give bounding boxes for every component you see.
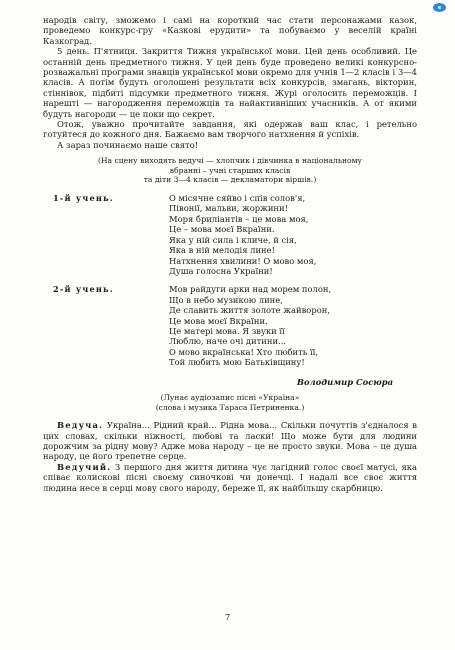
poem-line: Це – мова моєї Вкраїни. [169,224,275,235]
poem-line: Люблю, наче очі дитини... [169,336,287,347]
paragraph-intro-end: народів світу, зможемо і самі на короткий час стати персонажами казок, проведемо конкурс-гру «Казкові ерудити» та побуваємо у веселій країні Казкоград. [43,15,417,46]
poem-line: Яка в ній мелодія лине! [169,245,275,256]
poem-line: Натхнення хвилини! О мово моя, [169,255,317,266]
poem-line: Мов райдуги арки над морем полон, [169,284,332,295]
paragraph-instructions: Отож, уважно прочитайте завдання, які одержав ваш клас, і ретельно готуйтеся до кожного дня. Бажаємо вам творчого натхнення й успіхів. [43,119,417,140]
stage-direction-hosts [43,156,417,185]
poem-second-student [53,284,417,367]
paragraph-day-5: 5 день. П'ятниця. Закриття Тижня української мови. Цей день особливий. Це останній день предметного тижня. У цей день буде проведено великі конкурсно-розважальні програми знавців української мови окремо для учнів 1—2 класів і 3—4 класів. А потім будуть оголошені результати всіх конкурсів, змагань, вікторин, стіннівок, підбиті підсумки предметного тижня. Журі оголосить переможців. І нарешті — нагородження переможців та найактивніших учасників. А от якими будуть нагороди — це поки що секрет. [43,46,417,119]
poem-line: Це матері мова. Я звуки її [169,325,285,336]
poem-line: Півонії, мальви, жоржини! [169,203,288,214]
publisher-logo-icon [433,3,446,12]
poem-line: Де славить життя золоте жайворон, [169,305,330,316]
speech-text: З першого дня життя дитина чує лагідний голос своєї матусі, яка співає колискові пісні своєму синочкові чи донечці. І надалі все своє життя людина несе в серці мову свого народу, береже її, як найбільшу скарбницю. [43,461,417,493]
page-number: 7 [224,612,231,622]
paragraph-start: А зараз починаємо наше свято! [57,139,199,150]
stage-direction-song [43,393,417,412]
speaker-label: Ведуча. [57,420,104,431]
stage-direction-line: вбранні – учні старших класів [169,165,291,175]
poem-line: Моря брилiантів – це мова моя, [169,213,309,224]
poem-line: О мово вкраїнська! Хто любить її, [169,346,318,357]
stage-direction-line: (слова і музика Тараса Петриненка.) [155,402,305,412]
host-male-speech [43,462,417,493]
poem-line: Душа голосна України! [169,265,273,276]
host-female-speech [43,420,417,462]
poem-line: Той любить мою Батьківщину! [169,357,305,368]
speaker-label: 1-й учень. [53,193,114,204]
stage-direction-line: та діти 3—4 класів — декламатори віршів.) [143,175,317,185]
poem-verses [169,193,316,276]
speech-text: Україна... Рідний край... Рідна мова... Скільки почуттів з'єдналося в цих словах, скільки ніжності, любові та ласки! Що може бути для людини дорожчим за рідну мову? Адже мова народу – це не просто звуки. Мова – це душа народу, це його трепетне серце. [43,420,417,462]
logo-text: e [437,4,442,11]
poem-verses [169,284,331,367]
poem-line: Що в небо музикою лине, [169,294,283,305]
poem-line: Яка у ній сила і кличе, й сія, [169,234,297,245]
stage-direction-line: (На сцену виходять ведучі — хлопчик і дівчинка в національному [97,156,363,166]
poem-first-student [53,193,417,276]
speaker-label: 2-й учень. [53,284,114,295]
speaker-label: Ведучий. [57,461,112,472]
page-content [43,15,417,493]
poem-author: Володимир Сосюра [296,376,393,387]
stage-direction-line: (Лунає аудіозапис пісні «Україна» [160,392,300,402]
poem-line: Це мова моєї Вкраїни. [169,315,268,326]
poem-line: О місячне сяйво і спів солов'я, [169,193,306,204]
